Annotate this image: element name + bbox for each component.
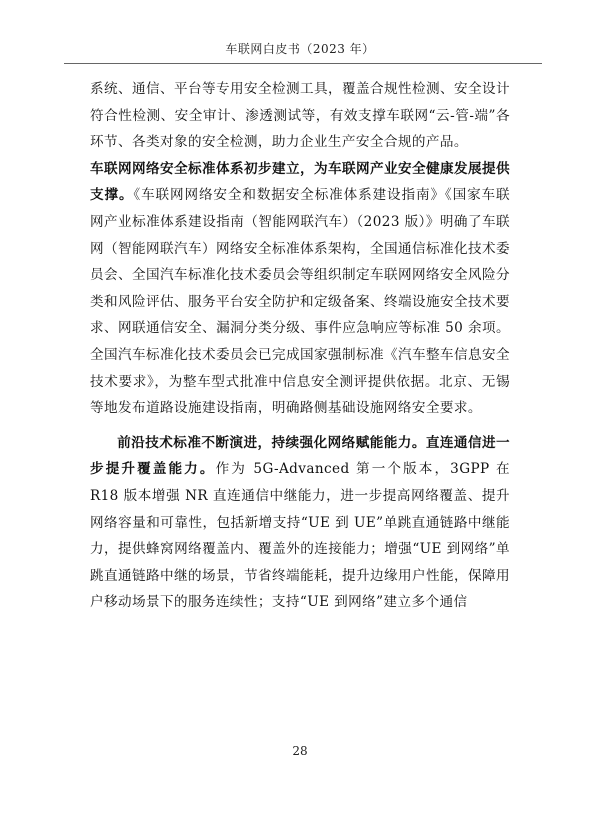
paragraph-1: 系统、通信、平台等专用安全检测工具，覆盖合规性检测、安全设计符合性检测、安全审计、渗透测试等，有效支撑车联网“云-管-端”各环节、各类对象的安全检测，助力企业生产安全合规的产品。 — [90, 81, 510, 151]
paragraph-3-text: 作为 5G-Advanced 第一个版本，3GPP 在 R18 版本增强 NR 直连通信中继能力，进一步提高网络覆盖、提升网络容量和可靠性，包括新增支持“UE 到 UE”单跳直通链路中继能力，提供蜂窝网络覆盖内、覆盖外的连接能力；增强“UE 到网络”单跳直通链路中继的场景，节省终端能耗，提升边缘用户性能，保障用户移动场景下的服务连续性；支持“UE 到网络”建立多个通信 — [90, 461, 510, 611]
paragraph-3-heading: 前沿技术标准不断演进，持续强化网络赋能能力。直连通信进一步提升覆盖能力。 — [90, 434, 510, 478]
paragraph-3 — [90, 430, 510, 616]
main-content — [90, 76, 510, 616]
paragraph-2-text: 《车联网网络安全和数据安全标准体系建设指南》《国家车联网产业标准体系建设指南（智能网联汽车）（2023 版）》明确了车联网（智能网联汽车）网络安全标准体系架构，全国通信标准化技术委员会、全国汽车标准化技术委员会等组织制定车联网网络安全风险分类和风险评估、服务平台安全防护和定级备案、终端设施安全技术要求、网联通信安全、漏洞分类分级、事件应急响应等标准 50 余项。全国汽车标准化技术委员会已完成国家强制标准《汽车整车信息安全技术要求》，为整车型式批准中信息安全测评提供依据。北京、无锡等地发布道路设施建设指南，明确路侧基础设施网络安全要求。 — [90, 187, 511, 417]
page-number: 28 — [292, 744, 308, 758]
paragraph-2 — [90, 156, 510, 422]
paragraph-2-heading: 车联网网络安全标准体系初步建立，为车联网产业安全健康发展提供支撑。 — [90, 160, 510, 204]
page-header: 车联网白皮书（2023 年） — [225, 42, 375, 56]
header-divider — [64, 63, 542, 64]
